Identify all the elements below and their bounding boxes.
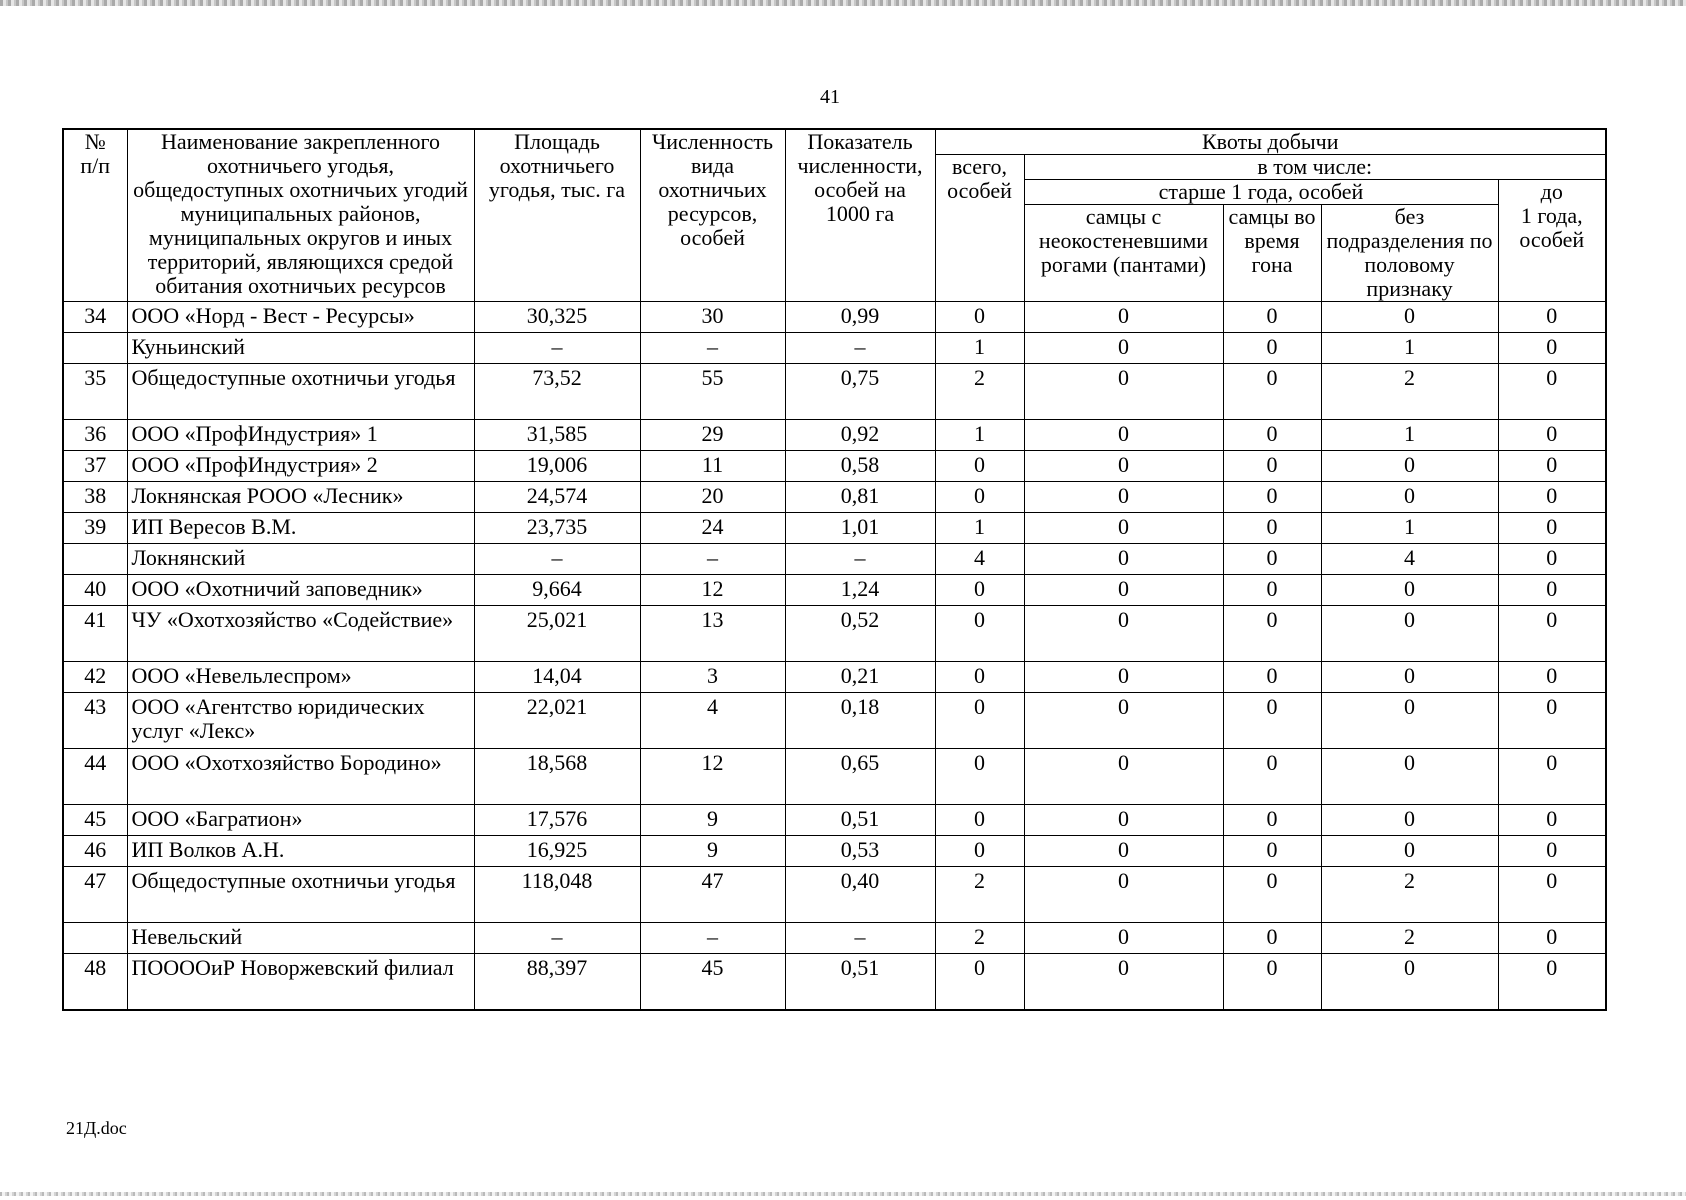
cell-index: 0,58 bbox=[785, 451, 935, 482]
cell-num: 39 bbox=[63, 513, 127, 544]
cell-rut: 0 bbox=[1223, 836, 1321, 867]
cell-under1: 0 bbox=[1498, 923, 1606, 954]
cell-index: 1,24 bbox=[785, 575, 935, 606]
cell-area: 118,048 bbox=[474, 867, 640, 923]
cell-under1: 0 bbox=[1498, 544, 1606, 575]
header-under1: до 1 года, особей bbox=[1498, 180, 1606, 302]
cell-antlers: 0 bbox=[1024, 544, 1223, 575]
table-row bbox=[63, 662, 1606, 693]
cell-count: 29 bbox=[640, 420, 785, 451]
cell-name: Невельский bbox=[127, 923, 474, 954]
header-count: Численность вида охотничьих ресурсов, особей bbox=[640, 129, 785, 302]
cell-under1: 0 bbox=[1498, 575, 1606, 606]
cell-num: 43 bbox=[63, 693, 127, 749]
header-area: Площадь охотничьего угодья, тыс. га bbox=[474, 129, 640, 302]
cell-nosex: 0 bbox=[1321, 805, 1498, 836]
cell-antlers: 0 bbox=[1024, 451, 1223, 482]
cell-area: 23,735 bbox=[474, 513, 640, 544]
table-row bbox=[63, 805, 1606, 836]
cell-antlers: 0 bbox=[1024, 954, 1223, 1011]
cell-index: 0,51 bbox=[785, 954, 935, 1011]
cell-rut: 0 bbox=[1223, 420, 1321, 451]
cell-count: – bbox=[640, 544, 785, 575]
cell-total: 0 bbox=[935, 693, 1024, 749]
cell-nosex: 0 bbox=[1321, 575, 1498, 606]
cell-num: 47 bbox=[63, 867, 127, 923]
cell-rut: 0 bbox=[1223, 302, 1321, 333]
table-row bbox=[63, 954, 1606, 1011]
table-row bbox=[63, 451, 1606, 482]
cell-nosex: 0 bbox=[1321, 482, 1498, 513]
header-quotas: Квоты добычи bbox=[935, 129, 1606, 155]
cell-total: 2 bbox=[935, 364, 1024, 420]
cell-num: 48 bbox=[63, 954, 127, 1011]
cell-name: ООО «ПрофИндустрия» 1 bbox=[127, 420, 474, 451]
cell-index: 0,51 bbox=[785, 805, 935, 836]
table-body bbox=[63, 302, 1606, 1011]
cell-rut: 0 bbox=[1223, 606, 1321, 662]
cell-rut: 0 bbox=[1223, 451, 1321, 482]
cell-num: 46 bbox=[63, 836, 127, 867]
header-including: в том числе: bbox=[1024, 155, 1606, 180]
cell-name: ООО «Невельлеспром» bbox=[127, 662, 474, 693]
cell-count: 9 bbox=[640, 805, 785, 836]
cell-total: 0 bbox=[935, 482, 1024, 513]
cell-total: 0 bbox=[935, 302, 1024, 333]
cell-num: 38 bbox=[63, 482, 127, 513]
cell-antlers: 0 bbox=[1024, 482, 1223, 513]
cell-under1: 0 bbox=[1498, 420, 1606, 451]
header-no-sex: без подразделения по половому признаку bbox=[1321, 205, 1498, 302]
cell-num: 37 bbox=[63, 451, 127, 482]
cell-total: 0 bbox=[935, 805, 1024, 836]
cell-rut: 0 bbox=[1223, 662, 1321, 693]
cell-name: Локнянская РООО «Лесник» bbox=[127, 482, 474, 513]
cell-area: 22,021 bbox=[474, 693, 640, 749]
cell-name: ООО «Охотничий заповедник» bbox=[127, 575, 474, 606]
cell-rut: 0 bbox=[1223, 364, 1321, 420]
cell-index: 0,92 bbox=[785, 420, 935, 451]
cell-area: – bbox=[474, 333, 640, 364]
cell-name: Куньинский bbox=[127, 333, 474, 364]
scan-edge-top bbox=[0, 0, 1686, 6]
cell-antlers: 0 bbox=[1024, 575, 1223, 606]
cell-antlers: 0 bbox=[1024, 302, 1223, 333]
cell-name: ООО «Багратион» bbox=[127, 805, 474, 836]
cell-count: 11 bbox=[640, 451, 785, 482]
cell-num: 36 bbox=[63, 420, 127, 451]
cell-rut: 0 bbox=[1223, 513, 1321, 544]
cell-count: 12 bbox=[640, 749, 785, 805]
cell-name: ПООООиР Новоржевский филиал bbox=[127, 954, 474, 1011]
cell-total: 1 bbox=[935, 420, 1024, 451]
cell-under1: 0 bbox=[1498, 333, 1606, 364]
cell-under1: 0 bbox=[1498, 364, 1606, 420]
cell-antlers: 0 bbox=[1024, 867, 1223, 923]
cell-antlers: 0 bbox=[1024, 662, 1223, 693]
header-name: Наименование закрепленного охотничьего угодья, общедоступных охотничьих угодий муниципальных районов, муниципальных округов и иных территорий, являющихся средой обитания охотничьих ресурсов bbox=[127, 129, 474, 302]
cell-count: 24 bbox=[640, 513, 785, 544]
cell-nosex: 1 bbox=[1321, 513, 1498, 544]
cell-total: 1 bbox=[935, 513, 1024, 544]
cell-index: 0,40 bbox=[785, 867, 935, 923]
cell-area: 17,576 bbox=[474, 805, 640, 836]
cell-rut: 0 bbox=[1223, 805, 1321, 836]
cell-num: 35 bbox=[63, 364, 127, 420]
cell-name: Локнянский bbox=[127, 544, 474, 575]
cell-name: ООО «Норд - Вест - Ресурсы» bbox=[127, 302, 474, 333]
cell-antlers: 0 bbox=[1024, 693, 1223, 749]
cell-total: 2 bbox=[935, 867, 1024, 923]
cell-index: 0,18 bbox=[785, 693, 935, 749]
cell-nosex: 1 bbox=[1321, 333, 1498, 364]
cell-index: 0,75 bbox=[785, 364, 935, 420]
table-row bbox=[63, 693, 1606, 749]
table-row bbox=[63, 606, 1606, 662]
cell-under1: 0 bbox=[1498, 749, 1606, 805]
cell-under1: 0 bbox=[1498, 867, 1606, 923]
table-row bbox=[63, 923, 1606, 954]
header-total: всего, особей bbox=[935, 155, 1024, 302]
cell-num: 34 bbox=[63, 302, 127, 333]
cell-rut: 0 bbox=[1223, 867, 1321, 923]
cell-area: 31,585 bbox=[474, 420, 640, 451]
cell-under1: 0 bbox=[1498, 836, 1606, 867]
cell-count: 47 bbox=[640, 867, 785, 923]
cell-antlers: 0 bbox=[1024, 420, 1223, 451]
cell-rut: 0 bbox=[1223, 544, 1321, 575]
cell-count: 20 bbox=[640, 482, 785, 513]
cell-area: – bbox=[474, 544, 640, 575]
cell-nosex: 0 bbox=[1321, 954, 1498, 1011]
cell-name: ООО «Охотхозяйство Бородино» bbox=[127, 749, 474, 805]
cell-under1: 0 bbox=[1498, 513, 1606, 544]
cell-total: 4 bbox=[935, 544, 1024, 575]
cell-under1: 0 bbox=[1498, 606, 1606, 662]
cell-num: 41 bbox=[63, 606, 127, 662]
cell-nosex: 0 bbox=[1321, 606, 1498, 662]
quota-table bbox=[62, 128, 1607, 1011]
cell-total: 2 bbox=[935, 923, 1024, 954]
cell-index: 0,53 bbox=[785, 836, 935, 867]
table-row bbox=[63, 333, 1606, 364]
header-index: Показатель численности, особей на 1000 га bbox=[785, 129, 935, 302]
cell-index: – bbox=[785, 544, 935, 575]
cell-nosex: 2 bbox=[1321, 364, 1498, 420]
cell-index: 0,81 bbox=[785, 482, 935, 513]
cell-area: 16,925 bbox=[474, 836, 640, 867]
cell-index: 0,65 bbox=[785, 749, 935, 805]
cell-under1: 0 bbox=[1498, 805, 1606, 836]
cell-index: – bbox=[785, 923, 935, 954]
cell-rut: 0 bbox=[1223, 693, 1321, 749]
cell-area: 14,04 bbox=[474, 662, 640, 693]
cell-area: 19,006 bbox=[474, 451, 640, 482]
cell-count: 45 bbox=[640, 954, 785, 1011]
cell-under1: 0 bbox=[1498, 302, 1606, 333]
header-males-rut: самцы во время гона bbox=[1223, 205, 1321, 302]
cell-area: 73,52 bbox=[474, 364, 640, 420]
cell-name: ЧУ «Охотхозяйство «Содействие» bbox=[127, 606, 474, 662]
scan-edge-bottom bbox=[0, 1192, 1686, 1196]
cell-name: ИП Вересов В.М. bbox=[127, 513, 474, 544]
header-older: старше 1 года, особей bbox=[1024, 180, 1498, 205]
cell-nosex: 0 bbox=[1321, 451, 1498, 482]
cell-name: Общедоступные охотничьи угодья bbox=[127, 867, 474, 923]
cell-antlers: 0 bbox=[1024, 513, 1223, 544]
table-row bbox=[63, 544, 1606, 575]
cell-count: – bbox=[640, 333, 785, 364]
cell-antlers: 0 bbox=[1024, 333, 1223, 364]
cell-antlers: 0 bbox=[1024, 606, 1223, 662]
cell-total: 0 bbox=[935, 749, 1024, 805]
cell-num: 45 bbox=[63, 805, 127, 836]
cell-name: ИП Волков А.Н. bbox=[127, 836, 474, 867]
cell-num bbox=[63, 333, 127, 364]
cell-rut: 0 bbox=[1223, 923, 1321, 954]
cell-index: – bbox=[785, 333, 935, 364]
cell-count: 12 bbox=[640, 575, 785, 606]
cell-nosex: 1 bbox=[1321, 420, 1498, 451]
cell-name: ООО «ПрофИндустрия» 2 bbox=[127, 451, 474, 482]
cell-total: 0 bbox=[935, 662, 1024, 693]
cell-rut: 0 bbox=[1223, 749, 1321, 805]
cell-num bbox=[63, 544, 127, 575]
cell-under1: 0 bbox=[1498, 693, 1606, 749]
cell-nosex: 2 bbox=[1321, 923, 1498, 954]
cell-count: 9 bbox=[640, 836, 785, 867]
cell-under1: 0 bbox=[1498, 954, 1606, 1011]
cell-rut: 0 bbox=[1223, 482, 1321, 513]
cell-total: 0 bbox=[935, 606, 1024, 662]
cell-total: 1 bbox=[935, 333, 1024, 364]
cell-index: 0,52 bbox=[785, 606, 935, 662]
cell-num bbox=[63, 923, 127, 954]
cell-count: – bbox=[640, 923, 785, 954]
cell-under1: 0 bbox=[1498, 662, 1606, 693]
cell-count: 55 bbox=[640, 364, 785, 420]
cell-area: 24,574 bbox=[474, 482, 640, 513]
table-row bbox=[63, 749, 1606, 805]
cell-total: 0 bbox=[935, 451, 1024, 482]
cell-area: 30,325 bbox=[474, 302, 640, 333]
cell-count: 4 bbox=[640, 693, 785, 749]
document-filename: 21Д.doc bbox=[66, 1118, 127, 1138]
cell-name: Общедоступные охотничьи угодья bbox=[127, 364, 474, 420]
table-row bbox=[63, 836, 1606, 867]
table-row bbox=[63, 513, 1606, 544]
table-row bbox=[63, 575, 1606, 606]
table-row bbox=[63, 867, 1606, 923]
cell-total: 0 bbox=[935, 575, 1024, 606]
cell-num: 40 bbox=[63, 575, 127, 606]
cell-area: – bbox=[474, 923, 640, 954]
cell-nosex: 0 bbox=[1321, 302, 1498, 333]
cell-rut: 0 bbox=[1223, 575, 1321, 606]
cell-area: 25,021 bbox=[474, 606, 640, 662]
cell-index: 0,21 bbox=[785, 662, 935, 693]
cell-antlers: 0 bbox=[1024, 805, 1223, 836]
cell-under1: 0 bbox=[1498, 482, 1606, 513]
cell-antlers: 0 bbox=[1024, 364, 1223, 420]
cell-rut: 0 bbox=[1223, 954, 1321, 1011]
cell-index: 0,99 bbox=[785, 302, 935, 333]
cell-area: 18,568 bbox=[474, 749, 640, 805]
cell-nosex: 0 bbox=[1321, 693, 1498, 749]
table-row bbox=[63, 482, 1606, 513]
cell-num: 44 bbox=[63, 749, 127, 805]
cell-nosex: 4 bbox=[1321, 544, 1498, 575]
cell-nosex: 0 bbox=[1321, 749, 1498, 805]
cell-name: ООО «Агентство юридических услуг «Лекс» bbox=[127, 693, 474, 749]
cell-antlers: 0 bbox=[1024, 923, 1223, 954]
cell-nosex: 2 bbox=[1321, 867, 1498, 923]
cell-antlers: 0 bbox=[1024, 749, 1223, 805]
cell-count: 3 bbox=[640, 662, 785, 693]
cell-count: 13 bbox=[640, 606, 785, 662]
header-num: № п/п bbox=[63, 129, 127, 302]
page-number: 41 bbox=[820, 86, 840, 108]
cell-total: 0 bbox=[935, 836, 1024, 867]
cell-antlers: 0 bbox=[1024, 836, 1223, 867]
cell-num: 42 bbox=[63, 662, 127, 693]
cell-nosex: 0 bbox=[1321, 836, 1498, 867]
cell-nosex: 0 bbox=[1321, 662, 1498, 693]
cell-under1: 0 bbox=[1498, 451, 1606, 482]
header-males-antlers: самцы с неокостеневшими рогами (пантами) bbox=[1024, 205, 1223, 302]
cell-count: 30 bbox=[640, 302, 785, 333]
cell-rut: 0 bbox=[1223, 333, 1321, 364]
cell-total: 0 bbox=[935, 954, 1024, 1011]
cell-index: 1,01 bbox=[785, 513, 935, 544]
table-row bbox=[63, 364, 1606, 420]
table-row bbox=[63, 302, 1606, 333]
cell-area: 88,397 bbox=[474, 954, 640, 1011]
table-row bbox=[63, 420, 1606, 451]
cell-area: 9,664 bbox=[474, 575, 640, 606]
